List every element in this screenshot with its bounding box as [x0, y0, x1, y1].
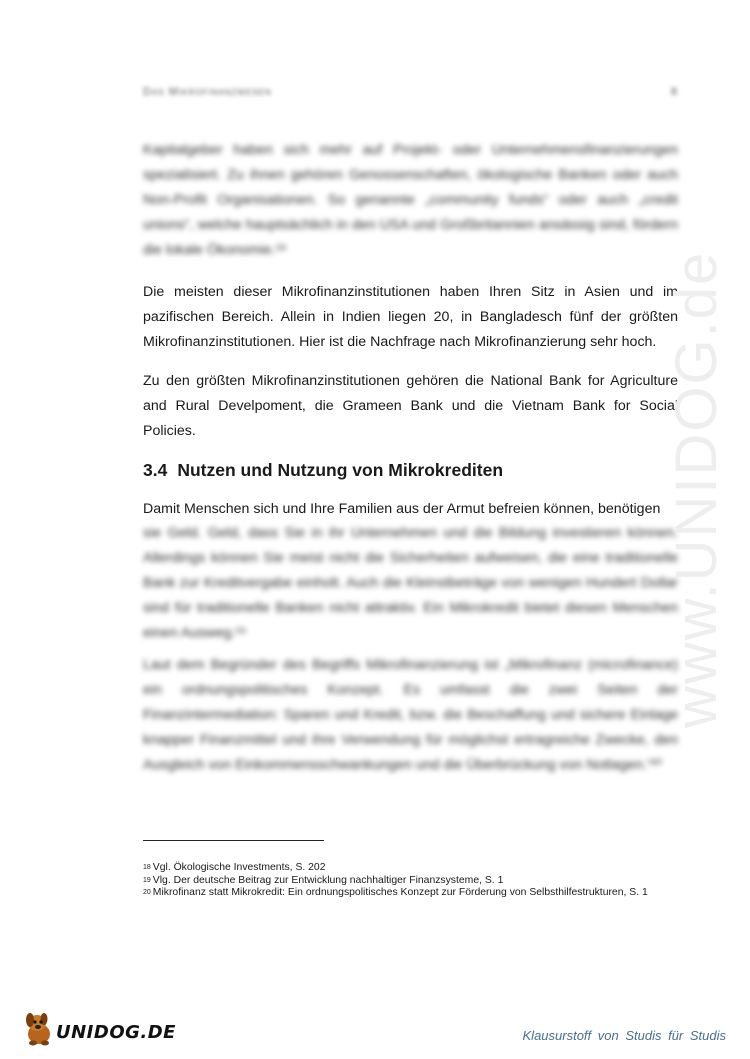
paragraph-blurred-4: sie Geld. Geld, dass Sie in ihr Unternehmen und die Bildung investieren können. Allerdings können Sie meist nicht die Sicherheiten aufweisen, die eine traditionelle Bank zur Kreditvergabe einholt. Auch die Kleinstbeträge von wenigen Hundert Dollar sind für traditionelle Banken nicht attraktiv. Ein Mikrokredit bietet diesen Menschen einen Ausweg.¹⁹: [143, 525, 678, 641]
footnote-separator: [143, 840, 324, 841]
footnote-text: Vgl. Ökologische Investments, S. 202: [152, 862, 326, 873]
footnote-number: 20: [143, 889, 151, 896]
section-title: Nutzen und Nutzung von Mikrokrediten: [177, 460, 504, 480]
page-number: 8: [670, 86, 678, 98]
footnote: [143, 875, 683, 888]
dog-icon: [22, 1010, 56, 1048]
section-heading: [143, 460, 503, 481]
paragraph-2: Die meisten dieser Mikrofinanzinstitutionen haben Ihren Sitz in Asien und im pazifischen Bereich. Allein in Indien liegen 20, in Bangladesch fünf der größten Mikrofinanzinstitutionen. Hier ist die Nachfrage nach Mikrofinanzierung sehr hoch.: [143, 284, 678, 350]
footnote: [143, 862, 683, 875]
paragraph-blurred-1: Kapitalgeber haben sich mehr auf Projekt- oder Unternehmensfinanzierungen spezialisiert. Zu ihnen gehören Genossenschaften, ökologische Banken oder auch Non-Profit Organisationen. So genannte „community funds“ oder auch „credit unions“, welche hauptsächlich in den USA und Großbritannien ansässig sind, fördern die lokale Ökonomie.¹⁸: [143, 142, 678, 258]
section-number: 3.4: [143, 460, 168, 480]
footnotes: [143, 862, 683, 900]
footnote: [143, 887, 683, 900]
paragraph-4-first-line: Damit Menschen sich und Ihre Familien aus der Armut befreien können, benötigen: [143, 501, 661, 517]
footer-slogan: Klausurstoff von Studis für Studis: [522, 1028, 726, 1043]
watermark: www.UNIDOG.de: [664, 250, 729, 728]
logo-text: UNIDOG.DE: [56, 1022, 176, 1043]
footnote-number: 19: [143, 876, 151, 884]
footnote-number: 18: [143, 864, 151, 871]
header-title: Das Mikrofinanzwesen: [143, 86, 272, 98]
footnote-text: Vlg. Der deutsche Beitrag zur Entwicklung nachhaltiger Finanzsysteme, S. 1: [152, 874, 504, 886]
footnote-text: Mikrofinanz statt Mikrokredit: Ein ordnungspolitisches Konzept zur Förderung von Selbsthilfestrukturen, S. 1: [152, 887, 648, 898]
unidog-logo: [22, 1010, 176, 1050]
paragraph-blurred-5: Laut dem Begründer des Begriffs Mikrofinanzierung ist „Mikrofinanz (microfinance) ein ordnungspolitisches Konzept. Es umfasst die zwei Seiten der Finanzintermediation: Sparen und Kredit, bzw. die Beschaffung und sichere Einlage knapper Finanzmittel und ihre Verwendung für möglichst ertragreiche Zwecke, den Ausgleich von Einkommensschwankungen und die Überbrückung von Notlagen.“²⁰: [143, 657, 678, 773]
running-header: [143, 86, 678, 98]
paragraph-3: Zu den größten Mikrofinanzinstitutionen gehören die National Bank for Agriculture and Rural Develpoment, die Grameen Bank und die Vietnam Bank for Social Policies.: [143, 373, 678, 439]
